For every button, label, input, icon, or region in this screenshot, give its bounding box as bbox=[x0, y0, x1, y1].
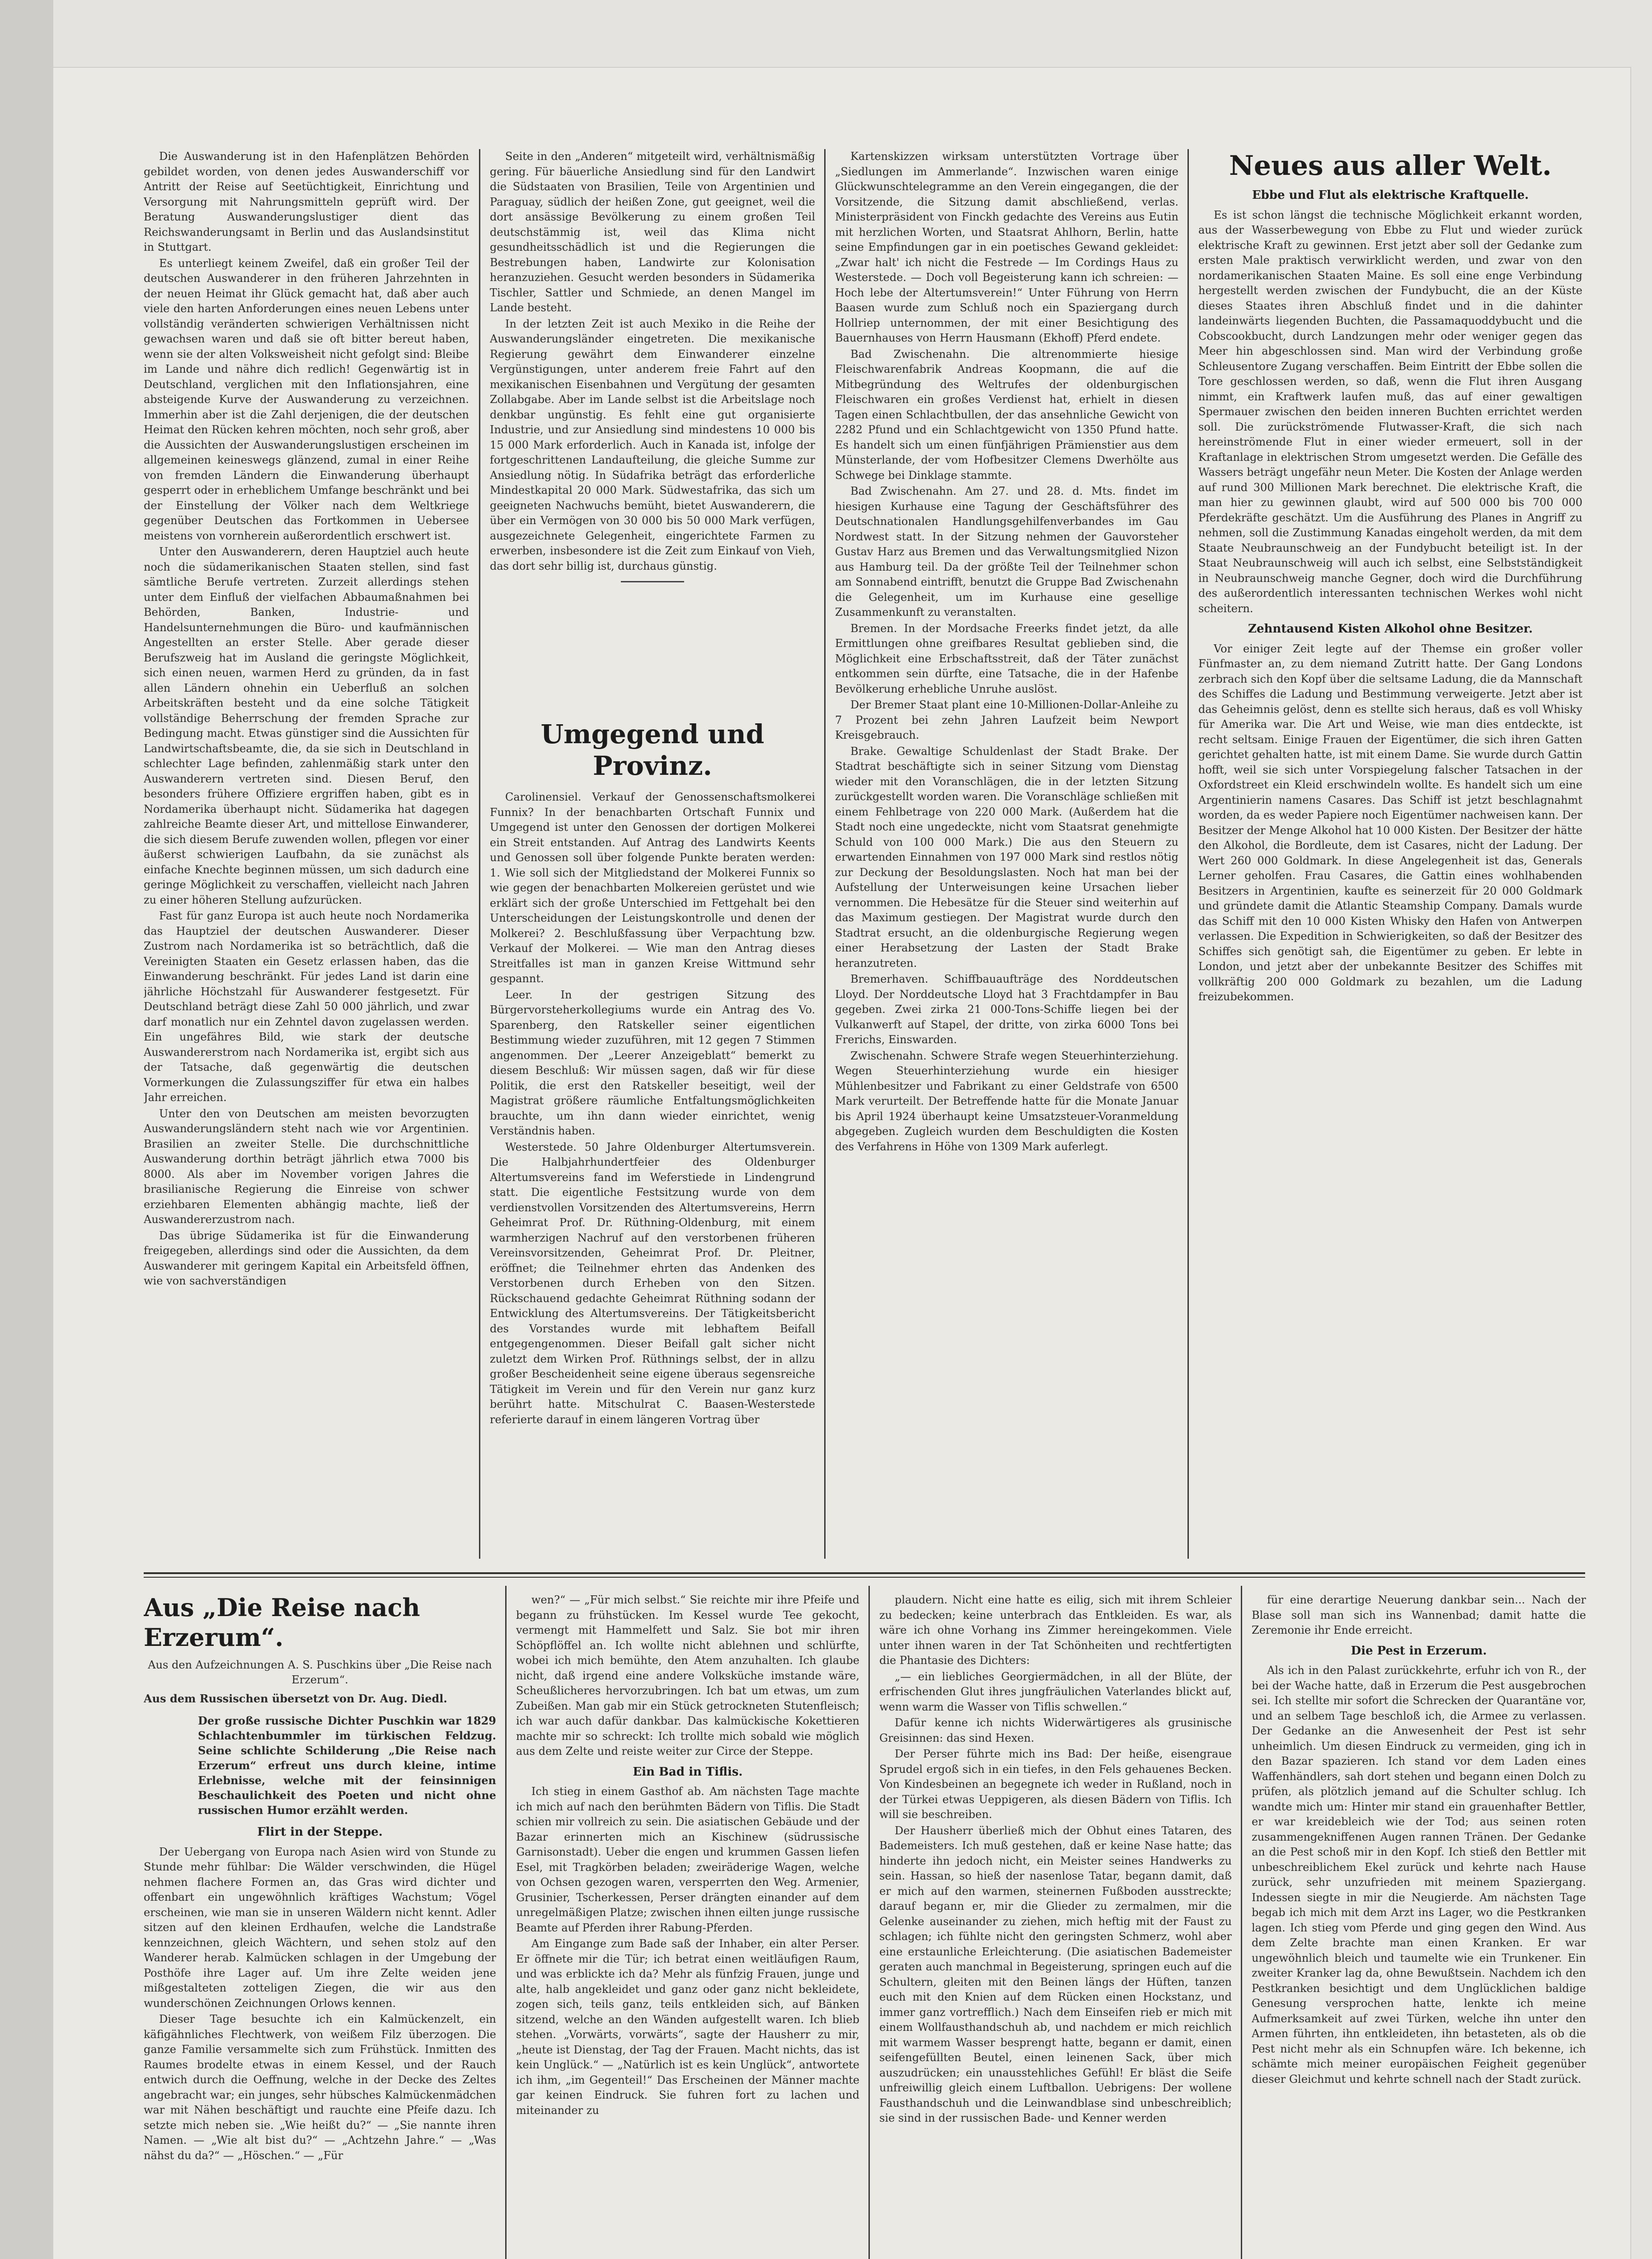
paragraph: Der Perser führte mich ins Bad: Der heiße, eisengraue Sprudel ergoß sich in ein tiefes, in den Fels gehauenes Becken. Von Kindesbeinen an begegnete ich weder in Rußland, noch in der Türkei etwas Ueppigeren, als diesen Bädern von Tiflis. Ich will sie beschreiben. bbox=[879, 1748, 1232, 1821]
paragraph: Leer. In der gestrigen Sitzung des Bürgervorsteherkollegiums wurde ein Antrag des Vo. Sparenberg, den Ratskeller seiner eigentlichen Bestimmung wieder zuzuführen, mit 12 gegen 7 Stimmen angenommen. Der „Leerer Anzeigeblatt“ bemerkt zu diesem Beschluß: Wir müssen sagen, daß wir für diese Politik, die erst den Ratskeller beseitigt, weil der Magistrat größere räumliche Entfaltungsmöglichkeiten brauchte, um ihn dann wieder einrichtet, wenig Verständnis haben. bbox=[490, 988, 815, 1137]
neues-aus-aller-welt-column bbox=[1198, 149, 1582, 1559]
section-separator bbox=[144, 1577, 1585, 1578]
column-rule bbox=[868, 1586, 870, 2259]
paragraph: plaudern. Nicht eine hatte es eilig, sich mit ihrem Schleier zu bedecken; keine unterbrach das Entkleiden. Es war, als wäre ich ohne Vorhang ins Zimmer hereingekommen. Viele unter ihnen waren in der Tat Schönheiten und rechtfertigten die Phantasie des Dichters: bbox=[879, 1593, 1232, 1667]
paragraph: Vor einiger Zeit legte auf der Themse ein großer voller Fünfmaster an, zu dem niemand Zutritt hatte. Der Gang Londons zerbrach sich den Kopf über die seltsame Ladung, die da Mannschaft des Schiffes die Ladung und Bestimmung verweigerte. Jetzt aber ist das Geheimnis gelöst, denn es stellte sich heraus, daß es voll Whisky für Amerika war. Die Art und Weise, wie man dies entdeckte, ist recht seltsam. Einige Frauen der Eigentümer, die sich ihren Gatten gerichtet gehalten hatte, ist mit einem Dame. Sie wurde durch Gattin hofft, weil sie sich unter Vorspiegelung falscher Tatsachen in der Oxfordstreet ein Kleid erschwindeln wollte. Es handelt sich um eine Argentinierin namens Casares. Das Schiff ist jetzt beschlagnahmt worden, da es weder Papiere noch Eigentümer nachweisen kann. Der Besitzer der Menge Alkohol hat 10 000 Kisten. Der Besitzer der hätte den Alkohol, die Bordleute, dem ist Casares, nicht der Ladung. Der Wert 260 000 Goldmark. In diese Angelegenheit ist das, Generals Lerner geholfen. Frau Casares, die Gattin eines wohlhabenden Besitzers in Argentinien, kaufte es seinerzeit für 20 000 Goldmark und gründete damit die Atlantic Steamship Company. Damals wurde das Schiff mit den 10 000 Kisten Whisky den Hafen von Antwerpen verlassen. Die Expedition in Schwierigkeiten, so daß der Besitzer des Schiffes sich genötigt sah, die Eigentümer zu geben. Er lebte in London, und jetzt aber der unbekannte Besitzer des Schiffes mit vollkräftig 200 000 Goldmark zu bezahlen, um die Ladung freizubekommen. bbox=[1198, 642, 1582, 1003]
subheading: Flirt in der Steppe. bbox=[257, 1825, 383, 1839]
paragraph: Kartenskizzen wirksam unterstützten Vortrage über „Siedlungen im Ammerlande“. Inzwischen waren einige Glückwunschtelegramme an den Verein eingegangen, die der Vorsitzende, die Sitzung damit abschließend, verlas. Ministerpräsident von Finckh gedachte des Vereins aus Eutin mit herzlichen Worten, und Staatsrat Ahlhorn, Berlin, hatte seine Empfindungen gar in ein poetisches Gewand gekleidet: „Zwar halt' ich nicht die Festrede — Im Cordings Haus zu Westerstede. — Doch voll Begeisterung kann ich schreien: — Hoch lebe der Altertumsverein!“ Unter Führung von Herrn Baasen wurde zum Schluß noch ein Spaziergang durch Hollriep unternommen, der mit einer Besichtigung des Bauernhauses von Herrn Hausmann (Ekhoff) Pferd endete. bbox=[835, 150, 1178, 344]
paragraph: Unter den Auswanderern, deren Hauptziel auch heute noch die südamerikanischen Staaten stellen, sind fast sämtliche Berufe vertreten. Zurzeit allerdings stehen unter dem Einfluß der vielfachen Abbaumaßnahmen bei Behörden, Banken, Industrie- und Handelsunternehmungen die Büro- und kaufmännischen Angestellten an erster Stelle. Aber gerade dieser Berufszweig hat im Ausland die geringste Möglichkeit, sich einen neuen, warmen Herd zu gründen, da in fast allen Ländern ohnehin ein Ueberfluß an solchen Arbeitskräften besteht und da eine solche Tätigkeit vollständige Beherrschung der fremden Sprache zur Bedingung macht. Etwas günstiger sind die Aussichten für Landwirtschaftsbeamte, die, da sie sich in Deutschland in schlechter Lage befinden, zahlenmäßig stark unter den Auswanderern vertreten sind. Diesen Beruf, den besonders frühere Offiziere ergriffen haben, gibt es in Nordamerika überhaupt nicht. Südamerika hat dagegen zahlreiche Beamte dieser Art, und mittellose Einwanderer, die sich diesem Berufe zuwenden wollen, pflegen vor einer äußerst schwierigen Laufbahn, da sie zunächst als einfache Knechte beginnen müssen, um sich dadurch eine geringe Möglichkeit zu verschaffen, vielleicht nach Jahren zu einer höheren Stellung aufzurücken. bbox=[144, 545, 469, 906]
binding-edge bbox=[0, 0, 53, 2259]
paragraph: Der Uebergang von Europa nach Asien wird von Stunde zu Stunde mehr fühlbar: Die Wälder verschwinden, die Hügel nehmen flachere Formen an, das Gras wird dichter und offenbart ein ungewöhnlich kräftiges Wachstum; Vögel erscheinen, wie man sie in unseren Wäldern nicht kennt. Adler sitzen auf den kleinen Erdhaufen, welche die Landstraße kennzeichnen, gleich Wächtern, und sehen stolz auf den Wanderer herab. Kalmücken schlagen in der Umgebung der Posthöfe ihre Lager auf. Um ihre Zelte weiden jene mißgestalteten zotteligen Ziegen, die wir aus den wunderschönen Zeichnungen Orlows kennen. bbox=[144, 1845, 496, 2010]
column-rule bbox=[505, 1586, 507, 2259]
section-title-neues: Neues aus aller Welt. bbox=[1229, 150, 1552, 182]
paragraph: Es unterliegt keinem Zweifel, daß ein großer Teil der deutschen Auswanderer in den früheren Jahrzehnten in der neuen Heimat ihr Glück gemacht hat, daß aber auch viele den harten Anforderungen eines neuen Lebens unter vollständig veränderten schwierigen Verhältnissen nicht gewachsen waren und daß sie oft bitter bereut haben, wenn sie der alten Volksweisheit nicht gefolgt sind: Bleibe im Lande und nähre dich redlich! Gegenwärtig ist in Deutschland, verglichen mit den Inflationsjahren, eine absteigende Kurve der Auswanderung zu verzeichnen. Immerhin aber ist die Zahl derjenigen, die der deutschen Heimat den Rücken kehren möchten, noch sehr groß, aber die Aussichten der Auswanderungslustigen erscheinen im allgemeinen keineswegs glänzend, zumal in einer Reihe von fremden Ländern die Einwanderung überhaupt gesperrt oder in erheblichem Umfange beschränkt und bei der Einstellung der Völker nach dem Weltkriege gegenüber Deutschen das Fortkommen in Uebersee meistens von vornherein außerordentlich erschwert ist. bbox=[144, 257, 469, 542]
paragraph: Als ich in den Palast zurückkehrte, erfuhr ich von R., der bei der Wache hatte, daß in Erzerum die Pest ausgebrochen sei. Ich stellte mir sofort die Schrecken der Quarantäne vor, und an selbem Tage beschloß ich, die Armee zu verlassen. Der Gedanke an die Anwesenheit der Pest ist sehr unheimlich. Um diesen Eindruck zu vermeiden, ging ich in den Bazar spazieren. Ich stand vor dem Laden eines Waffenhändlers, sah dort stehen und begann einen Dolch zu prüfen, als plötzlich jemand auf die Schulter schlug. Ich wandte mich um: Hinter mir stand ein grauenhafter Bettler, er war kreidebleich wie der Tod; aus seinen roten zusammengekniffenen Augen rannen Tränen. Der Gedanke an die Pest schoß mir in den Kopf. Ich stieß den Bettler mit unbeschreiblichem Ekel zurück und kehrte nach Hause zurück, sehr unzufrieden mit meinem Spaziergang. Indessen siegte in mir die Neugierde. Am nächsten Tage begab ich mich mit dem Arzt ins Lager, wo die Pestkranken lagen. Ich stieg vom Pferde und ging gegen den Wind. Aus dem Zelte brachte man einen Kranken. Er war ungewöhnlich bleich und taumelte wie ein Trunkener. Ein zweiter Kranker lag da, ohne Bewußtsein. Nachdem ich den Pestkranken besichtigt und dem Unglücklichen baldige Genesung versprochen hatte, lenkte ich meine Aufmerksamkeit auf zwei Türken, welche ihn unter den Armen führten, ihn entkleideten, ihn betasteten, als ob die Pest nicht mehr als ein Schnupfen wäre. Ich bekenne, ich schämte mich meiner europäischen Feigheit gegenüber dieser Gleichmut und kehrte schnell nach der Stadt zurück. bbox=[1252, 1664, 1586, 2086]
paragraph: In der letzten Zeit ist auch Mexiko in die Reihe der Auswanderungsländer eingetreten. Die mexikanische Regierung gewährt dem Einwanderer einzelne Vergünstigungen, unter anderem freie Fahrt auf den mexikanischen Eisenbahnen und Vergütung der gesamten Zollabgabe. Aber im Lande selbst ist die Arbeitslage noch denkbar ungünstig. Es fehlt eine gut organisierte Industrie, und zur Ansiedlung sind mindestens 10 000 bis 15 000 Mark erforderlich. Auch in Kanada ist, infolge der fortgeschrittenen Landaufteilung, die gleiche Summe zur Ansiedlung nötig. In Südafrika beträgt das erforderliche Mindestkapital 20 000 Mark. Südwestafrika, das sich um geeigneten Nachwuchs bemüht, bietet Auswanderern, die über ein Vermögen von 30 000 bis 50 000 Mark verfügen, ausgezeichnete Gelegenheit, eingerichtete Farmen zu erwerben, insbesondere ist die Zeit zum Einkauf von Vieh, das dort sehr billig ist, durchaus günstig. bbox=[490, 317, 815, 572]
column-rule bbox=[1241, 1586, 1242, 2259]
paragraph: Das übrige Südamerika ist für die Einwanderung freigegeben, allerdings sind oder die Aussichten, da dem Auswanderer mit geringem Kapital ein Arbeitsfeld öffnen, wie von sachverständigen bbox=[144, 1229, 469, 1287]
paragraph: Der Hausherr überließ mich der Obhut eines Tataren, des Bademeisters. Ich muß gestehen, daß er keine Nase hatte; das hinderte ihn jedoch nicht, ein Meister seines Handwerks zu sein. Hassan, so hieß der nasenlose Tatar, begann damit, daß er mich auf den warmen, steinernen Fußboden ausstreckte; darauf begann er, mir die Glieder zu zermalmen, mir die Gelenke auseinander zu ziehen, mich heftig mit der Faust zu schlagen; ich fühlte nicht den geringsten Schmerz, wohl aber eine erstaunliche Erleichterung. (Die asiatischen Bademeister geraten auch manchmal in Begeisterung, springen euch auf die Schultern, gleiten mit den Beinen längs der Hüften, tanzen euch mit den Knien auf dem Rücken einen Hockstanz, und immer ganz vortrefflich.) Nach dem Einseifen rieb er mich mit einem Wollfausthandschuh ab, und nachdem er mich reichlich mit warmem Wasser besprengt hatte, begann er damit, einen seifengefüllten Beutel, einen leinenen Sack, über mich auszudrücken; ein unausstehliches Gefühl! Er bläst die Seife unfreiwillig gleich einem Luftballon. Uebrigens: Der wollene Fausthandschuh und die Leinwandblase sind unbeschreiblich; sie sind in der russischen Bade- und Kenner werden bbox=[879, 1824, 1232, 2124]
newspaper-sheet bbox=[53, 68, 1630, 2259]
paragraph: „— ein liebliches Georgiermädchen, in all der Blüte, der erfrischenden Glut ihres jungfräulichen Vaterlandes blickt auf, wenn warm die Wasser von Tiflis schwellen.“ bbox=[879, 1670, 1232, 1713]
paragraph: Die Auswanderung ist in den Hafenplätzen Behörden gebildet worden, von denen jedes Auswanderschiff vor Antritt der Reise auf Seetüchtigkeit, Einrichtung und Versorgung mit Nahrungsmitteln geprüft wird. Der Beratung Auswanderungslustiger dient das Reichswanderungsamt in Berlin und das Auslandsinstitut in Stuttgart. bbox=[144, 150, 469, 253]
upper-column-2 bbox=[490, 149, 815, 705]
upper-column-4 bbox=[835, 149, 1178, 1559]
column-rule bbox=[479, 149, 480, 1559]
section-separator bbox=[144, 1572, 1585, 1574]
feuilleton-column-1 bbox=[144, 1593, 496, 2259]
subheading: Die Pest in Erzerum. bbox=[1351, 1644, 1487, 1658]
paragraph: Dafür kenne ich nichts Widerwärtigeres als grusinische Greisinnen: das sind Hexen. bbox=[879, 1716, 1232, 1744]
paragraph: Westerstede. 50 Jahre Oldenburger Altertumsverein. Die Halbjahrhundertfeier des Oldenburger Altertumsvereins fand im Weferstiede in Lindengrund statt. Die eigentliche Festsitzung wurde von dem verdienstvollen Vorsitzenden des Altertumsvereins, Herrn Geheimrat Prof. Dr. Rüthning-Oldenburg, mit einem warmherzigen Nachruf auf den verstorbenen früheren Vereinsvorsitzenden, Geheimrat Prof. Dr. Pleitner, eröffnet; die Teilnehmer ehrten das Andenken des Verstorbenen durch Erheben von den Sitzen. Rückschauend gedachte Geheimrat Rüthning sodann der Entwicklung des Altertumsvereins. Der Tätigkeitsbericht des Vorstandes wurde mit lebhaftem Beifall entgegengenommen. Dieser Beifall galt sicher nicht zuletzt dem Wirken Prof. Rüthnings selbst, der in allzu großer Bescheidenheit seine eigene überaus segensreiche Tätigkeit im Verein und für den Verein nur ganz kurz berührt hatte. Mitschulrat C. Baasen-Westerstede referierte darauf in einem längeren Vortrag über bbox=[490, 1140, 815, 1426]
paragraph: Der Bremer Staat plant eine 10-Millionen-Dollar-Anleihe zu 7 Prozent bei zehn Jahren Laufzeit beim Newport Kreisgebrauch. bbox=[835, 698, 1178, 741]
paragraph: Ich stieg in einem Gasthof ab. Am nächsten Tage machte ich mich auf nach den berühmten Bädern von Tiflis. Die Stadt schien mir vollreich zu sein. Die asiatischen Gebäude und der Bazar erinnerten mich an Kischinew (südrussische Garnisonstadt). Ueber die engen und krummen Gassen liefen Esel, mit Tragkörben beladen; zweiräderige Wagen, welche von Ochsen gezogen waren, versperrten den Weg. Armenier, Grusinier, Tscherkessen, Perser drängten einander auf dem unregelmäßigen Platze; zwischen ihnen eilten junge russische Beamte auf Pferden ihrer Rabung-Pferden. bbox=[516, 1785, 859, 1934]
feuilleton-column-4 bbox=[1252, 1593, 1586, 2259]
paragraph: Bremerhaven. Schiffbauaufträge des Norddeutschen Lloyd. Der Norddeutsche Lloyd hat 3 Frachtdampfer in Bau gegeben. Zwei zirka 21 000-Tons-Schiffe liegen bei der Vulkanwerft auf Stapel, der dritte, von zirka 6000 Tons bei Frerichs, Einswarden. bbox=[835, 973, 1178, 1046]
feuilleton-column-3 bbox=[879, 1593, 1232, 2259]
byline-translator: Aus dem Russischen übersetzt von Dr. Aug. Diedl. bbox=[144, 1692, 447, 1705]
column-rule bbox=[824, 149, 826, 1559]
paragraph: Bad Zwischenahn. Die altrenommierte hiesige Fleischwarenfabrik Andreas Koopmann, die auf die Mitbegründung des Weltrufes der oldenburgischen Fleischwaren ein großes Verdienst hat, erhielt in diesen Tagen einen Schlachtbullen, der das ansehnliche Gewicht von 2282 Pfund und ein Schlachtgewicht von 1350 Pfund hatte. Es handelt sich um einen fünfjährigen Prämienstier aus dem Münsterlande, der vom Hofbesitzer Clemens Dwerhölte aus Schwege bei Dinklage stammte. bbox=[835, 347, 1178, 482]
section-title-umgegend: Umgegend und Provinz. bbox=[540, 719, 765, 781]
intro-paragraph: Der große russische Dichter Puschkin war 1829 Schlachtenbummler im türkischen Feldzug. Seine schlichte Schilderung „Die Reise nach Erzerum“ erfreut uns durch kleine, intime Erlebnisse, welche mit der feinsinnigen Beschaulichkeit des Poeten und nicht ohne russischen Humor erzählt werden. bbox=[198, 1714, 496, 1817]
paragraph: wen?“ — „Für mich selbst.“ Sie reichte mir ihre Pfeife und begann zu frühstücken. Im Kessel wurde Tee gekocht, vermengt mit Hammelfett und Salz. Sie bot mir ihren Schöpflöffel an. Ich wollte nicht ablehnen und schlürfte, wobei ich mich bemühte, den Atem anzuhalten. Ich glaube nicht, daß irgend eine andere Volksküche imstande wäre, Scheußlicheres hervorzubringen. Ich bat um etwas, um zum Zubeißen. Man gab mir ein Stück getrockneten Stutenfleisch; ich war auch dafür dankbar. Das kalmückische Kokettieren machte mir so schreckt: Ich trollte mich sobald wie möglich aus dem Zelte und reiste weiter zur Circe der Steppe. bbox=[516, 1593, 859, 1758]
paragraph: Carolinensiel. Verkauf der Genossenschaftsmolkerei Funnix? In der benachbarten Ortschaft Funnix und Umgegend ist unter den Genossen der dortigen Molkerei ein Streit entstanden. Auf Antrag des Landwirts Keents und Genossen soll über folgende Punkte beraten werden: 1. Wie soll sich der Mitgliedstand der Molkerei Funnix so wie gegen der benachbarten Molkereien gerüstet und wie erklärt sich der große Unterschied im Fettgehalt bei den Unterscheidungen der Leistungskontrolle und denen der Molkerei? 2. Beschlußfassung über Verpachtung bzw. Verkauf der Molkerei. — Wie man den Antrag dieses Streitfalles ist man in ganzen Kreise Wittmund sehr gespannt. bbox=[490, 791, 815, 985]
short-rule bbox=[621, 581, 684, 582]
paragraph: Unter den von Deutschen am meisten bevorzugten Auswanderungsländern steht nach wie vor Argentinien. Brasilien an zweiter Stelle. Die durchschnittliche Auswanderung dorthin beträgt jährlich etwa 7000 bis 8000. Als aber im November vorigen Jahres die brasilianische Regierung die Einreise von schwer erziehbaren Elementen abhängig machte, ließ der Auswandererzustrom nach. bbox=[144, 1107, 469, 1226]
subheading: Ebbe und Flut als elektrische Kraftquelle. bbox=[1252, 188, 1529, 202]
column-rule bbox=[1187, 149, 1189, 1559]
upper-column-1 bbox=[144, 149, 469, 1554]
paragraph: Es ist schon längst die technische Möglichkeit erkannt worden, aus der Wasserbewegung von Ebbe zu Flut und wieder zurück elektrische Kraft zu gewinnen. Erst jetzt aber soll der Gedanke zum ersten Male praktisch verwirklicht werden, und zwar von den nordamerikanischen Staaten Maine. Es soll eine enge Verbindung hergestellt werden zwischen der Fundybucht, die an der Küste dieses Staates ihren Abschluß findet und in die dahinter landeinwärts liegenden Buchten, die Passamaquoddybucht und die Cobscookbucht, durch Landzungen mehr oder weniger gegen das Meer hin abgeschlossen sind. Man wird der Verbindung große Schleusentore Zugang verschaffen. Beim Eintritt der Ebbe sollen die Tore geschlossen werden, so daß, wenn die Flut ihren Ausgang nimmt, ein Kraftwerk laufen muß, das auf einer gewaltigen Spermauer zwischen den beiden inneren Buchten errichtet werden soll. Die zurückströmende Flutwasser-Kraft, die sich nach hereinströmende Flut in einer wieder ermeuert, soll in der Kraftanlage in elektrischen Strom umgesetzt werden. Die Gefälle des Wassers beträgt ungefähr neun Meter. Die Kosten der Anlage werden auf rund 300 Millionen Mark berechnet. Die elektrische Kraft, die man hier zu gewinnen glaubt, wird auf 500 000 bis 700 000 Pferdekräfte geschätzt. Um die Ausführung des Planes in Angriff zu nehmen, soll die Zustimmung Kanadas eingeholt werden, da mit dem Staate Neubraunschweig an der Fundybucht beteiligt ist. In der Staat Neubraunschweig will auch ich selbst, eine Selbstständigkeit in Neubraunschweig manche Gegner, doch wird die Durchführung des außerordentlich interessanten technischen Werkes wohl nicht scheitern. bbox=[1198, 208, 1582, 615]
paragraph: Seite in den „Anderen“ mitgeteilt wird, verhältnismäßig gering. Für bäuerliche Ansiedlung sind für den Landwirt die Südstaaten von Brasilien, Teile von Argentinien und Paraguay, südlich der heißen Zone, gut geeignet, weil die dort ansässige Bevölkerung zu einem großen Teil deutschstämmig ist, weil das Klima nicht gesundheitsschädlich ist und die Regierungen die Bestrebungen haben, Landwirte zur Kolonisation heranzuziehen. Gesucht werden besonders in Südamerika Tischler, Sattler und Schmiede, an denen Mangel im Lande besteht. bbox=[490, 150, 815, 314]
paragraph: Brake. Gewaltige Schuldenlast der Stadt Brake. Der Stadtrat beschäftigte sich in seiner Sitzung vom Dienstag wieder mit den Voranschlägen, die in der letzten Sitzung zurückgestellt worden waren. Die Voranschläge schließen mit einem Fehlbetrage von 220 000 Mark. (Außerdem hat die Stadt noch eine ungedeckte, nicht vom Staatsrat genehmigte Schuld von 100 000 Mark.) Die aus den Steuern zu erwartenden Einnahmen von 197 000 Mark sind restlos nötig zur Deckung der Besoldungslasten. Noch hat man bei der Aufstellung der Unterweisungen keine Ursachen lieber vernommen. Die Hebesätze für die Steuer sind weiterhin auf das Maximum gestiegen. Der Magistrat wurde durch den Stadtrat ersucht, an die oldenburgische Regierung wegen einer Herabsetzung der Lasten der Stadt Brake heranzutreten. bbox=[835, 745, 1178, 970]
subheading: Zehntausend Kisten Alkohol ohne Besitzer. bbox=[1248, 622, 1533, 636]
umgegend-column bbox=[490, 718, 815, 1559]
paragraph: Dieser Tage besuchte ich ein Kalmückenzelt, ein käfigähnliches Flechtwerk, von weißem Filz überzogen. Die ganze Familie versammelte sich zum Frühstück. Inmitten des Raumes brodelte etwas in einem Kessel, und der Rauch entwich durch die Oeffnung, welche in der Decke des Zeltes angebracht war; ein junges, sehr hübsches Kalmückenmädchen war mit Nähen beschäftigt und rauchte eine Pfeife dazu. Ich setzte mich neben sie. „Wie heißt du?“ — „Sie nannte ihren Namen. — „Wie alt bist du?“ — „Achtzehn Jahre.“ — „Was nähst du da?“ — „Höschen.“ — „Für bbox=[144, 2013, 496, 2162]
paragraph: Zwischenahn. Schwere Strafe wegen Steuerhinterziehung. Wegen Steuerhinterziehung wurde ein hiesiger Mühlenbesitzer und Fabrikant zu einer Geldstrafe von 6500 Mark verurteilt. Der Betreffende hatte für die Monate Januar bis April 1924 überhaupt keine Umsatzsteuer-Voranmeldung abgegeben. Zugleich wurden dem Beschuldigten die Kosten des Verfahrens in Höhe von 1309 Mark auferlegt. bbox=[835, 1049, 1178, 1153]
subheading: Ein Bad in Tiflis. bbox=[633, 1765, 743, 1779]
paragraph: für eine derartige Neuerung dankbar sein... Nach der Blase soll man sich ins Wannenbad; damit hatte die Zeremonie ihr Ende erreicht. bbox=[1252, 1593, 1586, 1636]
paragraph: Bad Zwischenahn. Am 27. und 28. d. Mts. findet im hiesigen Kurhause eine Tagung der Geschäftsführer des Deutschnationalen Handlungsgehilfenverbandes im Gau Nordwest statt. In der Sitzung nehmen der Gauvorsteher Gustav Harz aus Bremen und das Verwaltungsmitglied Nizon aus Hamburg teil. Da der größte Teil der Teilnehmer schon am Sonnabend eintrifft, benutzt die Gruppe Bad Zwischenahn die Gelegenheit, um im Kurhause eine gesellige Zusammenkunft zu veranstalten. bbox=[835, 485, 1178, 619]
paragraph: Fast für ganz Europa ist auch heute noch Nordamerika das Hauptziel der deutschen Auswanderer. Dieser Zustrom nach Nordamerika ist so beträchtlich, daß die Vereinigten Staaten ein Gesetz erlassen haben, das die Einwanderung beschränkt. Für jedes Land ist darin eine jährliche Höchstzahl für Auswanderer festgesetzt. Für Deutschland beträgt diese Zahl 50 000 jährlich, und zwar darf monatlich nur ein Zehntel davon zugelassen werden. Ein ungefähres Bild, wie stark der deutsche Auswandererstrom nach Nordamerika ist, ergibt sich aus der Tatsache, daß gegenwärtig die deutschen Vormerkungen die Zulassungsziffer für etwa ein halbes Jahr erreichen. bbox=[144, 909, 469, 1104]
paragraph: Am Eingange zum Bade saß der Inhaber, ein alter Perser. Er öffnete mir die Tür; ich betrat einen weitläufigen Raum, und was erblickte ich da? Mehr als fünfzig Frauen, junge und alte, halb angekleidet und ganz oder ganz nicht bekleidete, zogen sich, teils ganz, teils entkleiden sich, auf Bänken sitzend, welche an den Wänden aufgestellt waren. Ich blieb stehen. „Vorwärts, vorwärts“, sagte der Hausherr zu mir, „heute ist Dienstag, der Tag der Frauen. Macht nichts, das ist kein Unglück.“ — „Natürlich ist es kein Unglück“, antwortete ich ihm, „im Gegenteil!“ Das Erscheinen der Männer machte gar keinen Eindruck. Sie fuhren fort zu lachen und miteinander zu bbox=[516, 1937, 859, 2117]
paragraph: Bremen. In der Mordsache Freerks findet jetzt, da alle Ermittlungen ohne greifbares Resultat geblieben sind, die Möglichkeit eine Erbschaftsstreit, daß der Täter zunächst entkommen sein dürfte, eine Tatsache, die in der Hafenbe Bevölkerung erhebliche Unruhe auslöst. bbox=[835, 622, 1178, 695]
byline-author: Aus den Aufzeichnungen A. S. Puschkins über „Die Reise nach Erzerum“. bbox=[148, 1659, 492, 1686]
feuilleton-column-2 bbox=[516, 1593, 859, 2259]
feuilleton-headline: Aus „Die Reise nach Erzerum“. bbox=[144, 1593, 420, 1652]
